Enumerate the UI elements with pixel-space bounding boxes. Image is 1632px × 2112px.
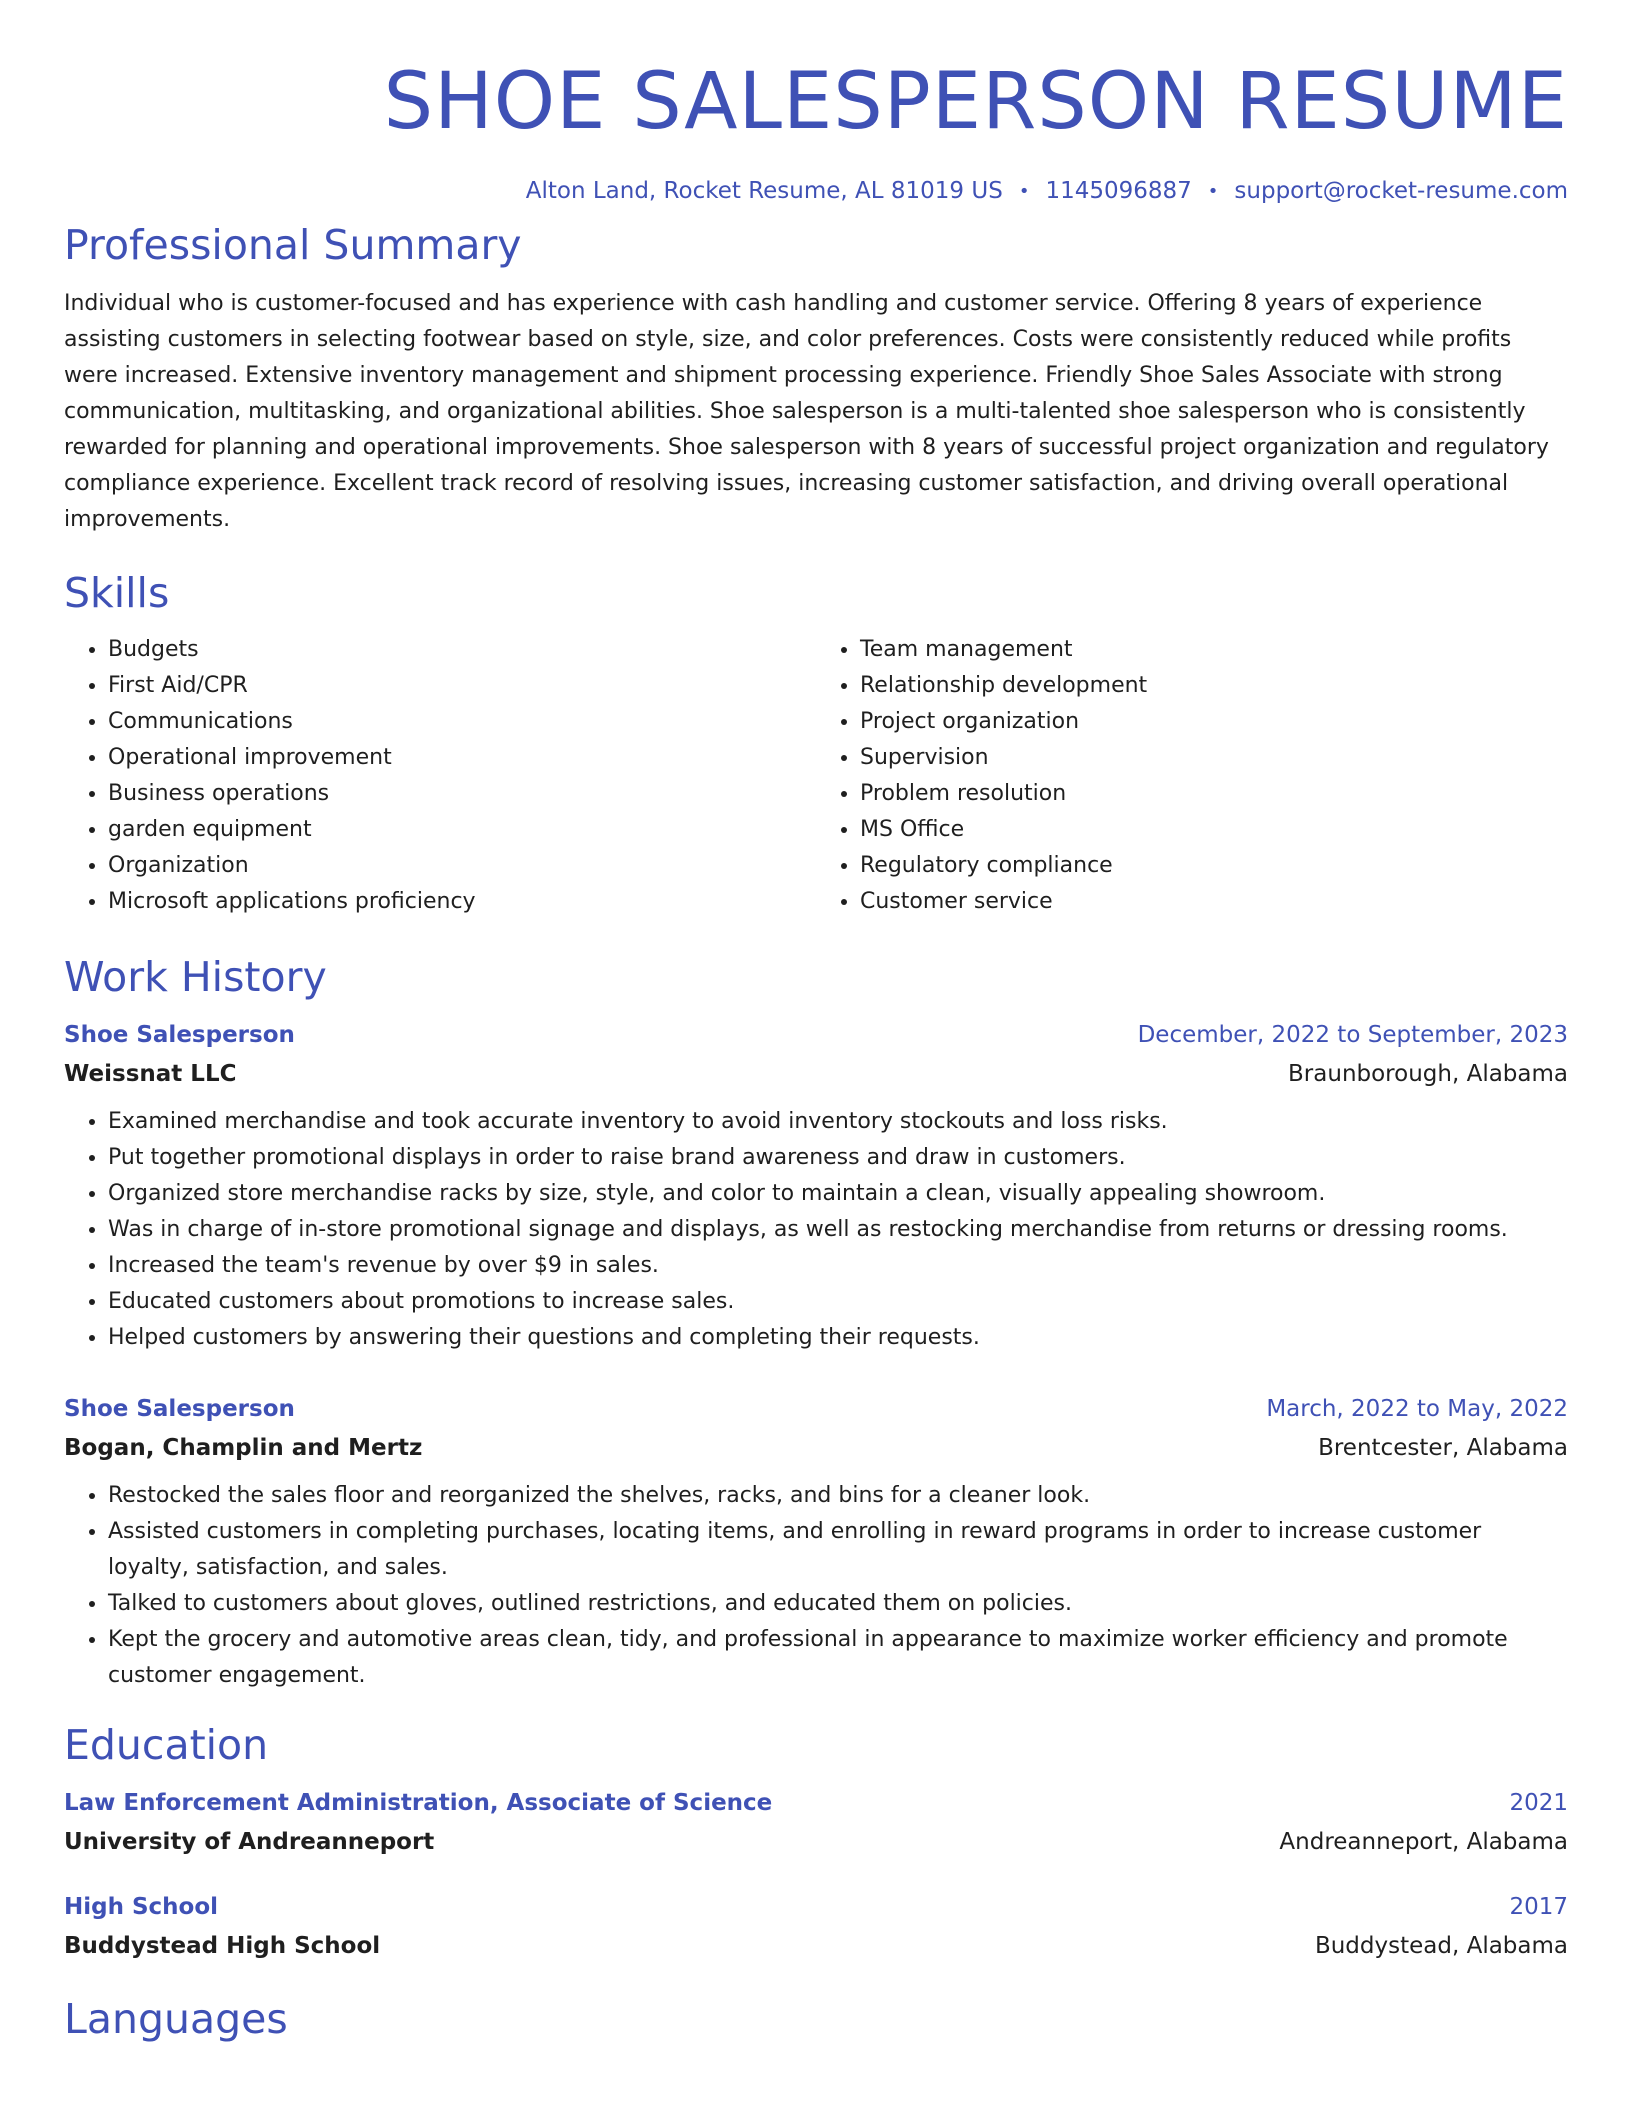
contact-email[interactable]: support@rocket-resume.com	[1234, 178, 1568, 204]
job-header-row	[64, 1016, 1568, 1054]
education-school-row	[64, 1822, 1568, 1862]
education-location: Andreanneport, Alabama	[1279, 1829, 1568, 1855]
skill-item: • Regulatory compliance	[860, 848, 1568, 884]
skill-item: • Communications	[108, 704, 816, 740]
job-duties	[64, 1478, 1568, 1694]
contact-separator: •	[1018, 180, 1030, 202]
education-year: 2021	[1509, 1790, 1568, 1816]
education-degree: Law Enforcement Administration, Associate of Science	[64, 1790, 773, 1816]
job-duty: • Increased the team's revenue by over $9 in sales.	[108, 1248, 1568, 1284]
job-location: Braunborough, Alabama	[1288, 1061, 1568, 1087]
skill-item: • Project organization	[860, 704, 1568, 740]
job-location: Brentcester, Alabama	[1318, 1435, 1568, 1461]
job-title: Shoe Salesperson	[64, 1022, 295, 1048]
job-duty: • Assisted customers in completing purchases, locating items, and enrolling in reward programs in order to increase customer loyalty, satisfaction, and sales.	[108, 1514, 1568, 1586]
job-duty: • Restocked the sales floor and reorganized the shelves, racks, and bins for a cleaner look.	[108, 1478, 1568, 1514]
contact-address: Alton Land, Rocket Resume, AL 81019 US	[525, 178, 1003, 204]
section-heading: Skills	[64, 569, 170, 617]
work-history-section	[64, 950, 1568, 1694]
skill-item: • garden equipment	[108, 812, 816, 848]
skill-item: • Microsoft applications proficiency	[108, 884, 816, 920]
job-duty: • Kept the grocery and automotive areas clean, tidy, and professional in appearance to maximize worker efficiency and promote customer engagement.	[108, 1622, 1568, 1694]
education-school-row	[64, 1926, 1568, 1966]
section-heading: Work History	[64, 953, 327, 1001]
job-entry	[64, 1016, 1568, 1356]
job-duty: • Talked to customers about gloves, outlined restrictions, and educated them on policies.	[108, 1586, 1568, 1622]
section-heading: Education	[64, 1721, 269, 1769]
job-employer-row	[64, 1054, 1568, 1094]
section-heading: Professional Summary	[64, 221, 522, 269]
job-entry	[64, 1390, 1568, 1694]
education-header-row	[64, 1888, 1568, 1926]
skill-item: • Customer service	[860, 884, 1568, 920]
education-year: 2017	[1509, 1894, 1568, 1920]
job-dates: December, 2022 to September, 2023	[1137, 1022, 1568, 1048]
skills-section	[64, 566, 1568, 920]
languages-section	[64, 1992, 1568, 2046]
job-employer: Bogan, Champlin and Mertz	[64, 1435, 423, 1461]
summary-text: Individual who is customer-focused and has experience with cash handling and customer service. Offering 8 years of experience assisting customers in selecting footwear based on style, size, and color preferences. Costs were consistently reduced while profits were increased. Extensive inventory management and shipment processing experience. Friendly Shoe Sales Associate with strong communication, multitasking, and organizational abilities. Shoe salesperson is a multi-talented shoe salesperson who is consistently rewarded for planning and operational improvements. Shoe salesperson with 8 years of successful project organization and regulatory compliance experience. Excellent track record of resolving issues, increasing customer satisfaction, and driving overall operational improvements.	[64, 291, 1549, 532]
skills-column-left	[64, 632, 816, 920]
contact-separator: •	[1207, 180, 1219, 202]
skills-list-left	[64, 632, 816, 920]
job-employer-row	[64, 1428, 1568, 1468]
education-entry	[64, 1784, 1568, 1862]
education-school: Buddystead High School	[64, 1933, 381, 1959]
education-school: University of Andreanneport	[64, 1829, 435, 1855]
skills-column-right	[816, 632, 1568, 920]
contact-phone: 1145096887	[1045, 178, 1192, 204]
job-header-row	[64, 1390, 1568, 1428]
professional-summary-section	[64, 218, 1568, 538]
education-location: Buddystead, Alabama	[1314, 1933, 1568, 1959]
education-entry	[64, 1888, 1568, 1966]
job-duty: • Put together promotional displays in order to raise brand awareness and draw in customers.	[108, 1140, 1568, 1176]
job-title: Shoe Salesperson	[64, 1396, 295, 1422]
skill-item: • Relationship development	[860, 668, 1568, 704]
skill-item: • Organization	[108, 848, 816, 884]
skills-list-right	[816, 632, 1568, 920]
education-degree: High School	[64, 1894, 219, 1920]
skill-item: • First Aid/CPR	[108, 668, 816, 704]
job-dates: March, 2022 to May, 2022	[1266, 1396, 1568, 1422]
job-duty: • Helped customers by answering their questions and completing their requests.	[108, 1320, 1568, 1356]
resume-title: SHOE SALESPERSON RESUME	[383, 57, 1568, 147]
education-section	[64, 1718, 1568, 1966]
job-duty: • Organized store merchandise racks by size, style, and color to maintain a clean, visually appealing showroom.	[108, 1176, 1568, 1212]
job-duty: • Examined merchandise and took accurate inventory to avoid inventory stockouts and loss risks.	[108, 1104, 1568, 1140]
job-employer: Weissnat LLC	[64, 1061, 237, 1087]
skill-item: • Supervision	[860, 740, 1568, 776]
contact-line	[64, 178, 1568, 204]
job-duties	[64, 1104, 1568, 1356]
skill-item: • Team management	[860, 632, 1568, 668]
skill-item: • Budgets	[108, 632, 816, 668]
skill-item: • Operational improvement	[108, 740, 816, 776]
skill-item: • MS Office	[860, 812, 1568, 848]
job-duty: • Was in charge of in-store promotional signage and displays, as well as restocking merchandise from returns or dressing rooms.	[108, 1212, 1568, 1248]
resume-header	[64, 0, 1568, 204]
skill-item: • Business operations	[108, 776, 816, 812]
education-header-row	[64, 1784, 1568, 1822]
job-duty: • Educated customers about promotions to increase sales.	[108, 1284, 1568, 1320]
skill-item: • Problem resolution	[860, 776, 1568, 812]
skills-grid	[64, 632, 1568, 920]
section-heading: Languages	[64, 1995, 288, 2043]
